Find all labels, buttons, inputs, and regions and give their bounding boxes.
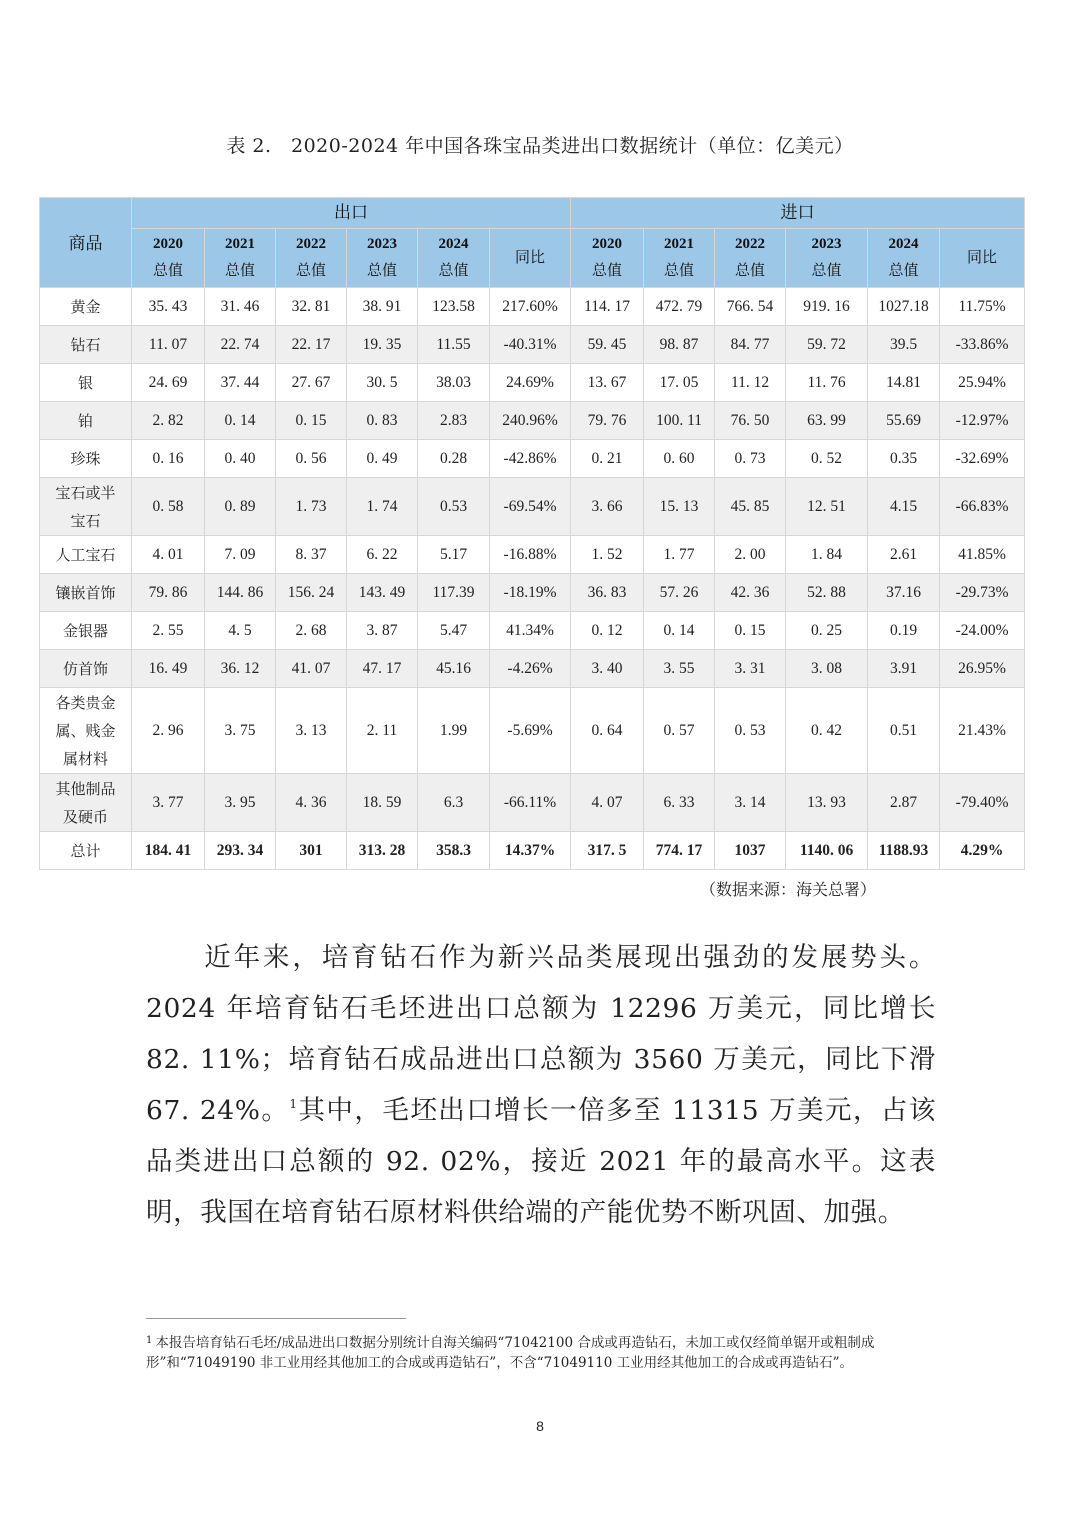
import-value-cell: 3. 40 [571, 650, 644, 688]
import-value-cell: 15. 13 [644, 478, 715, 536]
year-label: 2024 [888, 236, 919, 252]
import-value-cell: 0.35 [868, 440, 940, 478]
import-value-cell: 52. 88 [786, 574, 868, 612]
import-value-cell: 4. 07 [571, 774, 644, 832]
import-value-cell: 1. 52 [571, 536, 644, 574]
exp-year-header [276, 229, 347, 288]
import-value-cell: 98. 87 [644, 326, 715, 364]
import-value-cell: 42. 36 [715, 574, 786, 612]
commodity-name: 铂 [40, 402, 132, 440]
export-value-cell: 22. 17 [276, 326, 347, 364]
table-row [40, 832, 1025, 870]
year-label: 2022 [735, 236, 766, 252]
table-row [40, 612, 1025, 650]
commodity-name: 黄金 [40, 288, 132, 326]
import-value-cell: 59. 45 [571, 326, 644, 364]
export-value-cell: 3. 95 [205, 774, 276, 832]
import-value-cell: -32.69% [940, 440, 1025, 478]
export-value-cell: 35. 43 [132, 288, 205, 326]
import-value-cell: -79.40% [940, 774, 1025, 832]
footnote-reference[interactable]: 1 [289, 1097, 298, 1111]
exp-yoy-header: 同比 [490, 229, 571, 288]
export-value-cell: 0. 49 [347, 440, 418, 478]
year-sublabel: 总值 [811, 263, 842, 279]
import-value-cell: -12.97% [940, 402, 1025, 440]
paragraph-text-part2: 其中，毛坯出口增长一倍多至 11315 万美元，占该品类进出口总额的 92. 02%，接近 2021 年的最高水平。这表明，我国在培育钻石原材料供给端的产能优势不断巩固、加强。 [146, 1095, 936, 1228]
export-value-cell: 38. 91 [347, 288, 418, 326]
import-value-cell: 13. 93 [786, 774, 868, 832]
export-value-cell: 0. 83 [347, 402, 418, 440]
export-value-cell: 6. 22 [347, 536, 418, 574]
export-value-cell: 8. 37 [276, 536, 347, 574]
header-import-group: 进口 [571, 198, 1025, 229]
export-value-cell: 143. 49 [347, 574, 418, 612]
export-value-cell: 0.28 [418, 440, 490, 478]
export-value-cell: 240.96% [490, 402, 571, 440]
export-value-cell: 1. 73 [276, 478, 347, 536]
export-value-cell: 32. 81 [276, 288, 347, 326]
export-value-cell: 217.60% [490, 288, 571, 326]
import-value-cell: 39.5 [868, 326, 940, 364]
import-value-cell: 13. 67 [571, 364, 644, 402]
import-value-cell: 55.69 [868, 402, 940, 440]
import-value-cell: 0. 42 [786, 688, 868, 774]
import-value-cell: 59. 72 [786, 326, 868, 364]
imp-year-header [868, 229, 940, 288]
table-row [40, 774, 1025, 832]
export-value-cell: 0.53 [418, 478, 490, 536]
commodity-name: 总计 [40, 832, 132, 870]
import-value-cell: 1188.93 [868, 832, 940, 870]
export-value-cell: 2. 82 [132, 402, 205, 440]
export-value-cell: 18. 59 [347, 774, 418, 832]
export-value-cell: 24. 69 [132, 364, 205, 402]
export-value-cell: 4. 36 [276, 774, 347, 832]
import-value-cell: 1. 77 [644, 536, 715, 574]
commodity-name: 仿首饰 [40, 650, 132, 688]
jewelry-trade-table [39, 197, 1025, 870]
export-value-cell: 45.16 [418, 650, 490, 688]
import-value-cell: 84. 77 [715, 326, 786, 364]
footnote-divider [146, 1318, 406, 1319]
import-value-cell: -66.83% [940, 478, 1025, 536]
export-value-cell: 3. 75 [205, 688, 276, 774]
import-value-cell: 3.91 [868, 650, 940, 688]
export-value-cell: 144. 86 [205, 574, 276, 612]
export-value-cell: 2. 11 [347, 688, 418, 774]
table-row [40, 402, 1025, 440]
export-value-cell: 5.17 [418, 536, 490, 574]
table-row [40, 478, 1025, 536]
import-value-cell: 0. 64 [571, 688, 644, 774]
import-value-cell: 0.51 [868, 688, 940, 774]
export-value-cell: 5.47 [418, 612, 490, 650]
export-value-cell: 0. 58 [132, 478, 205, 536]
import-value-cell: 4.29% [940, 832, 1025, 870]
export-value-cell: 0. 40 [205, 440, 276, 478]
imp-year-header [571, 229, 644, 288]
year-sublabel: 总值 [888, 263, 919, 279]
export-value-cell: 47. 17 [347, 650, 418, 688]
imp-yoy-header: 同比 [940, 229, 1025, 288]
year-label: 2020 [592, 236, 623, 252]
commodity-name: 银 [40, 364, 132, 402]
commodity-name: 镶嵌首饰 [40, 574, 132, 612]
export-value-cell: 313. 28 [347, 832, 418, 870]
import-value-cell: 0. 57 [644, 688, 715, 774]
export-value-cell: 3. 87 [347, 612, 418, 650]
import-value-cell: 1037 [715, 832, 786, 870]
import-value-cell: 79. 76 [571, 402, 644, 440]
import-value-cell: 3. 55 [644, 650, 715, 688]
import-value-cell: 114. 17 [571, 288, 644, 326]
import-value-cell: 26.95% [940, 650, 1025, 688]
table-row [40, 440, 1025, 478]
export-value-cell: 0. 14 [205, 402, 276, 440]
commodity-name: 金银器 [40, 612, 132, 650]
import-value-cell: 919. 16 [786, 288, 868, 326]
import-value-cell: 0. 52 [786, 440, 868, 478]
import-value-cell: 11. 76 [786, 364, 868, 402]
exp-year-header [132, 229, 205, 288]
paragraph-text-part1: 近年来，培育钻石作为新兴品类展现出强劲的发展势头。2024 年培育钻石毛坯进出口总额为 12296 万美元，同比增长 82. 11%；培育钻石成品进出口总额为 3560 万美元，同比下滑 67. 24%。 [146, 942, 936, 1126]
table-row [40, 688, 1025, 774]
import-value-cell: 3. 08 [786, 650, 868, 688]
export-value-cell: 0. 89 [205, 478, 276, 536]
imp-year-header [786, 229, 868, 288]
header-export-group: 出口 [132, 198, 571, 229]
import-value-cell: 3. 66 [571, 478, 644, 536]
export-value-cell: 1. 74 [347, 478, 418, 536]
year-sublabel: 总值 [664, 263, 695, 279]
export-value-cell: 293. 34 [205, 832, 276, 870]
year-label: 2023 [367, 236, 397, 252]
import-value-cell: 63. 99 [786, 402, 868, 440]
commodity-name: 珍珠 [40, 440, 132, 478]
import-value-cell: -33.86% [940, 326, 1025, 364]
export-value-cell: 16. 49 [132, 650, 205, 688]
export-value-cell: -69.54% [490, 478, 571, 536]
import-value-cell: 2. 00 [715, 536, 786, 574]
import-value-cell: 37.16 [868, 574, 940, 612]
export-value-cell: 27. 67 [276, 364, 347, 402]
export-value-cell: 0. 16 [132, 440, 205, 478]
import-value-cell: 21.43% [940, 688, 1025, 774]
year-label: 2020 [153, 236, 183, 252]
export-value-cell: 4. 01 [132, 536, 205, 574]
import-value-cell: 0. 25 [786, 612, 868, 650]
import-value-cell: 4.15 [868, 478, 940, 536]
year-sublabel: 总值 [295, 263, 326, 279]
export-value-cell: 24.69% [490, 364, 571, 402]
year-label: 2023 [811, 236, 842, 252]
export-value-cell: 38.03 [418, 364, 490, 402]
export-value-cell: 11. 07 [132, 326, 205, 364]
export-value-cell: 31. 46 [205, 288, 276, 326]
export-value-cell: 36. 12 [205, 650, 276, 688]
import-value-cell: 36. 83 [571, 574, 644, 612]
year-sublabel: 总值 [224, 263, 255, 279]
import-value-cell: 774. 17 [644, 832, 715, 870]
import-value-cell: 11. 12 [715, 364, 786, 402]
import-value-cell: 0. 53 [715, 688, 786, 774]
export-value-cell: 41.34% [490, 612, 571, 650]
data-source: （数据来源：海关总署） [700, 880, 877, 899]
export-value-cell: 3. 77 [132, 774, 205, 832]
commodity-name: 人工宝石 [40, 536, 132, 574]
import-value-cell: 0. 21 [571, 440, 644, 478]
page-number: 8 [536, 1418, 544, 1434]
commodity-name: 其他制品及硬币 [40, 774, 132, 832]
table-row [40, 364, 1025, 402]
year-sublabel: 总值 [592, 263, 623, 279]
import-value-cell: -24.00% [940, 612, 1025, 650]
import-value-cell: 6. 33 [644, 774, 715, 832]
import-value-cell: 0. 15 [715, 612, 786, 650]
export-value-cell: 14.37% [490, 832, 571, 870]
commodity-name: 宝石或半宝石 [40, 478, 132, 536]
imp-year-header [644, 229, 715, 288]
export-value-cell: -40.31% [490, 326, 571, 364]
export-value-cell: 30. 5 [347, 364, 418, 402]
export-value-cell: 6.3 [418, 774, 490, 832]
export-value-cell: 37. 44 [205, 364, 276, 402]
exp-year-header [205, 229, 276, 288]
year-sublabel: 总值 [438, 263, 469, 279]
import-value-cell: 3. 31 [715, 650, 786, 688]
exp-year-header [418, 229, 490, 288]
import-value-cell: 0. 73 [715, 440, 786, 478]
export-value-cell: 19. 35 [347, 326, 418, 364]
year-sublabel: 总值 [735, 263, 766, 279]
import-value-cell: 0. 12 [571, 612, 644, 650]
year-sublabel: 总值 [366, 263, 397, 279]
header-commodity: 商品 [40, 198, 132, 288]
import-value-cell: 11.75% [940, 288, 1025, 326]
commodity-name: 钻石 [40, 326, 132, 364]
import-value-cell: 317. 5 [571, 832, 644, 870]
export-value-cell: -18.19% [490, 574, 571, 612]
body-paragraph [146, 932, 936, 1238]
export-value-cell: 4. 5 [205, 612, 276, 650]
import-value-cell: 76. 50 [715, 402, 786, 440]
year-label: 2021 [664, 236, 695, 252]
table-row [40, 288, 1025, 326]
export-value-cell: -42.86% [490, 440, 571, 478]
export-value-cell: 11.55 [418, 326, 490, 364]
export-value-cell: 0. 15 [276, 402, 347, 440]
table-caption: 表 2. 2020-2024 年中国各珠宝品类进出口数据统计（单位：亿美元） [226, 135, 854, 157]
footnote-text: 本报告培育钻石毛坯/成品进出口数据分别统计自海关编码“71042100 合成或再造钻石，未加工或仅经简单锯开或粗制成形”和“71049190 非工业用经其他加工的合成或再造钻石”，不含“71049110 工业用经其他加工的合成或再造钻石”。 [146, 1335, 875, 1371]
import-value-cell: 2.87 [868, 774, 940, 832]
export-value-cell: 2. 68 [276, 612, 347, 650]
exp-year-header [347, 229, 418, 288]
export-value-cell: 2.83 [418, 402, 490, 440]
import-value-cell: 14.81 [868, 364, 940, 402]
year-sublabel: 总值 [152, 263, 183, 279]
export-value-cell: -5.69% [490, 688, 571, 774]
import-value-cell: 766. 54 [715, 288, 786, 326]
export-value-cell: 22. 74 [205, 326, 276, 364]
footnote-mark: 1 [146, 1335, 153, 1346]
import-value-cell: 17. 05 [644, 364, 715, 402]
export-value-cell: -4.26% [490, 650, 571, 688]
export-value-cell: 123.58 [418, 288, 490, 326]
export-value-cell: -66.11% [490, 774, 571, 832]
import-value-cell: 1. 84 [786, 536, 868, 574]
import-value-cell: 45. 85 [715, 478, 786, 536]
import-value-cell: 0. 60 [644, 440, 715, 478]
table-row [40, 326, 1025, 364]
export-value-cell: 79. 86 [132, 574, 205, 612]
export-value-cell: -16.88% [490, 536, 571, 574]
footnote [146, 1333, 946, 1373]
export-value-cell: 184. 41 [132, 832, 205, 870]
commodity-name: 各类贵金属、贱金属材料 [40, 688, 132, 774]
export-value-cell: 301 [276, 832, 347, 870]
import-value-cell: 12. 51 [786, 478, 868, 536]
table-row [40, 574, 1025, 612]
export-value-cell: 117.39 [418, 574, 490, 612]
import-value-cell: 100. 11 [644, 402, 715, 440]
imp-year-header [715, 229, 786, 288]
table-row [40, 650, 1025, 688]
import-value-cell: 0. 14 [644, 612, 715, 650]
table-row [40, 536, 1025, 574]
export-value-cell: 7. 09 [205, 536, 276, 574]
export-value-cell: 358.3 [418, 832, 490, 870]
export-value-cell: 0. 56 [276, 440, 347, 478]
year-label: 2024 [438, 236, 469, 252]
year-label: 2021 [225, 236, 255, 252]
import-value-cell: 1027.18 [868, 288, 940, 326]
import-value-cell: -29.73% [940, 574, 1025, 612]
export-value-cell: 156. 24 [276, 574, 347, 612]
export-value-cell: 3. 13 [276, 688, 347, 774]
import-value-cell: 472. 79 [644, 288, 715, 326]
import-value-cell: 25.94% [940, 364, 1025, 402]
year-label: 2022 [296, 236, 326, 252]
import-value-cell: 41.85% [940, 536, 1025, 574]
import-value-cell: 3. 14 [715, 774, 786, 832]
export-value-cell: 1.99 [418, 688, 490, 774]
import-value-cell: 2.61 [868, 536, 940, 574]
import-value-cell: 1140. 06 [786, 832, 868, 870]
export-value-cell: 2. 96 [132, 688, 205, 774]
export-value-cell: 2. 55 [132, 612, 205, 650]
import-value-cell: 57. 26 [644, 574, 715, 612]
import-value-cell: 0.19 [868, 612, 940, 650]
export-value-cell: 41. 07 [276, 650, 347, 688]
